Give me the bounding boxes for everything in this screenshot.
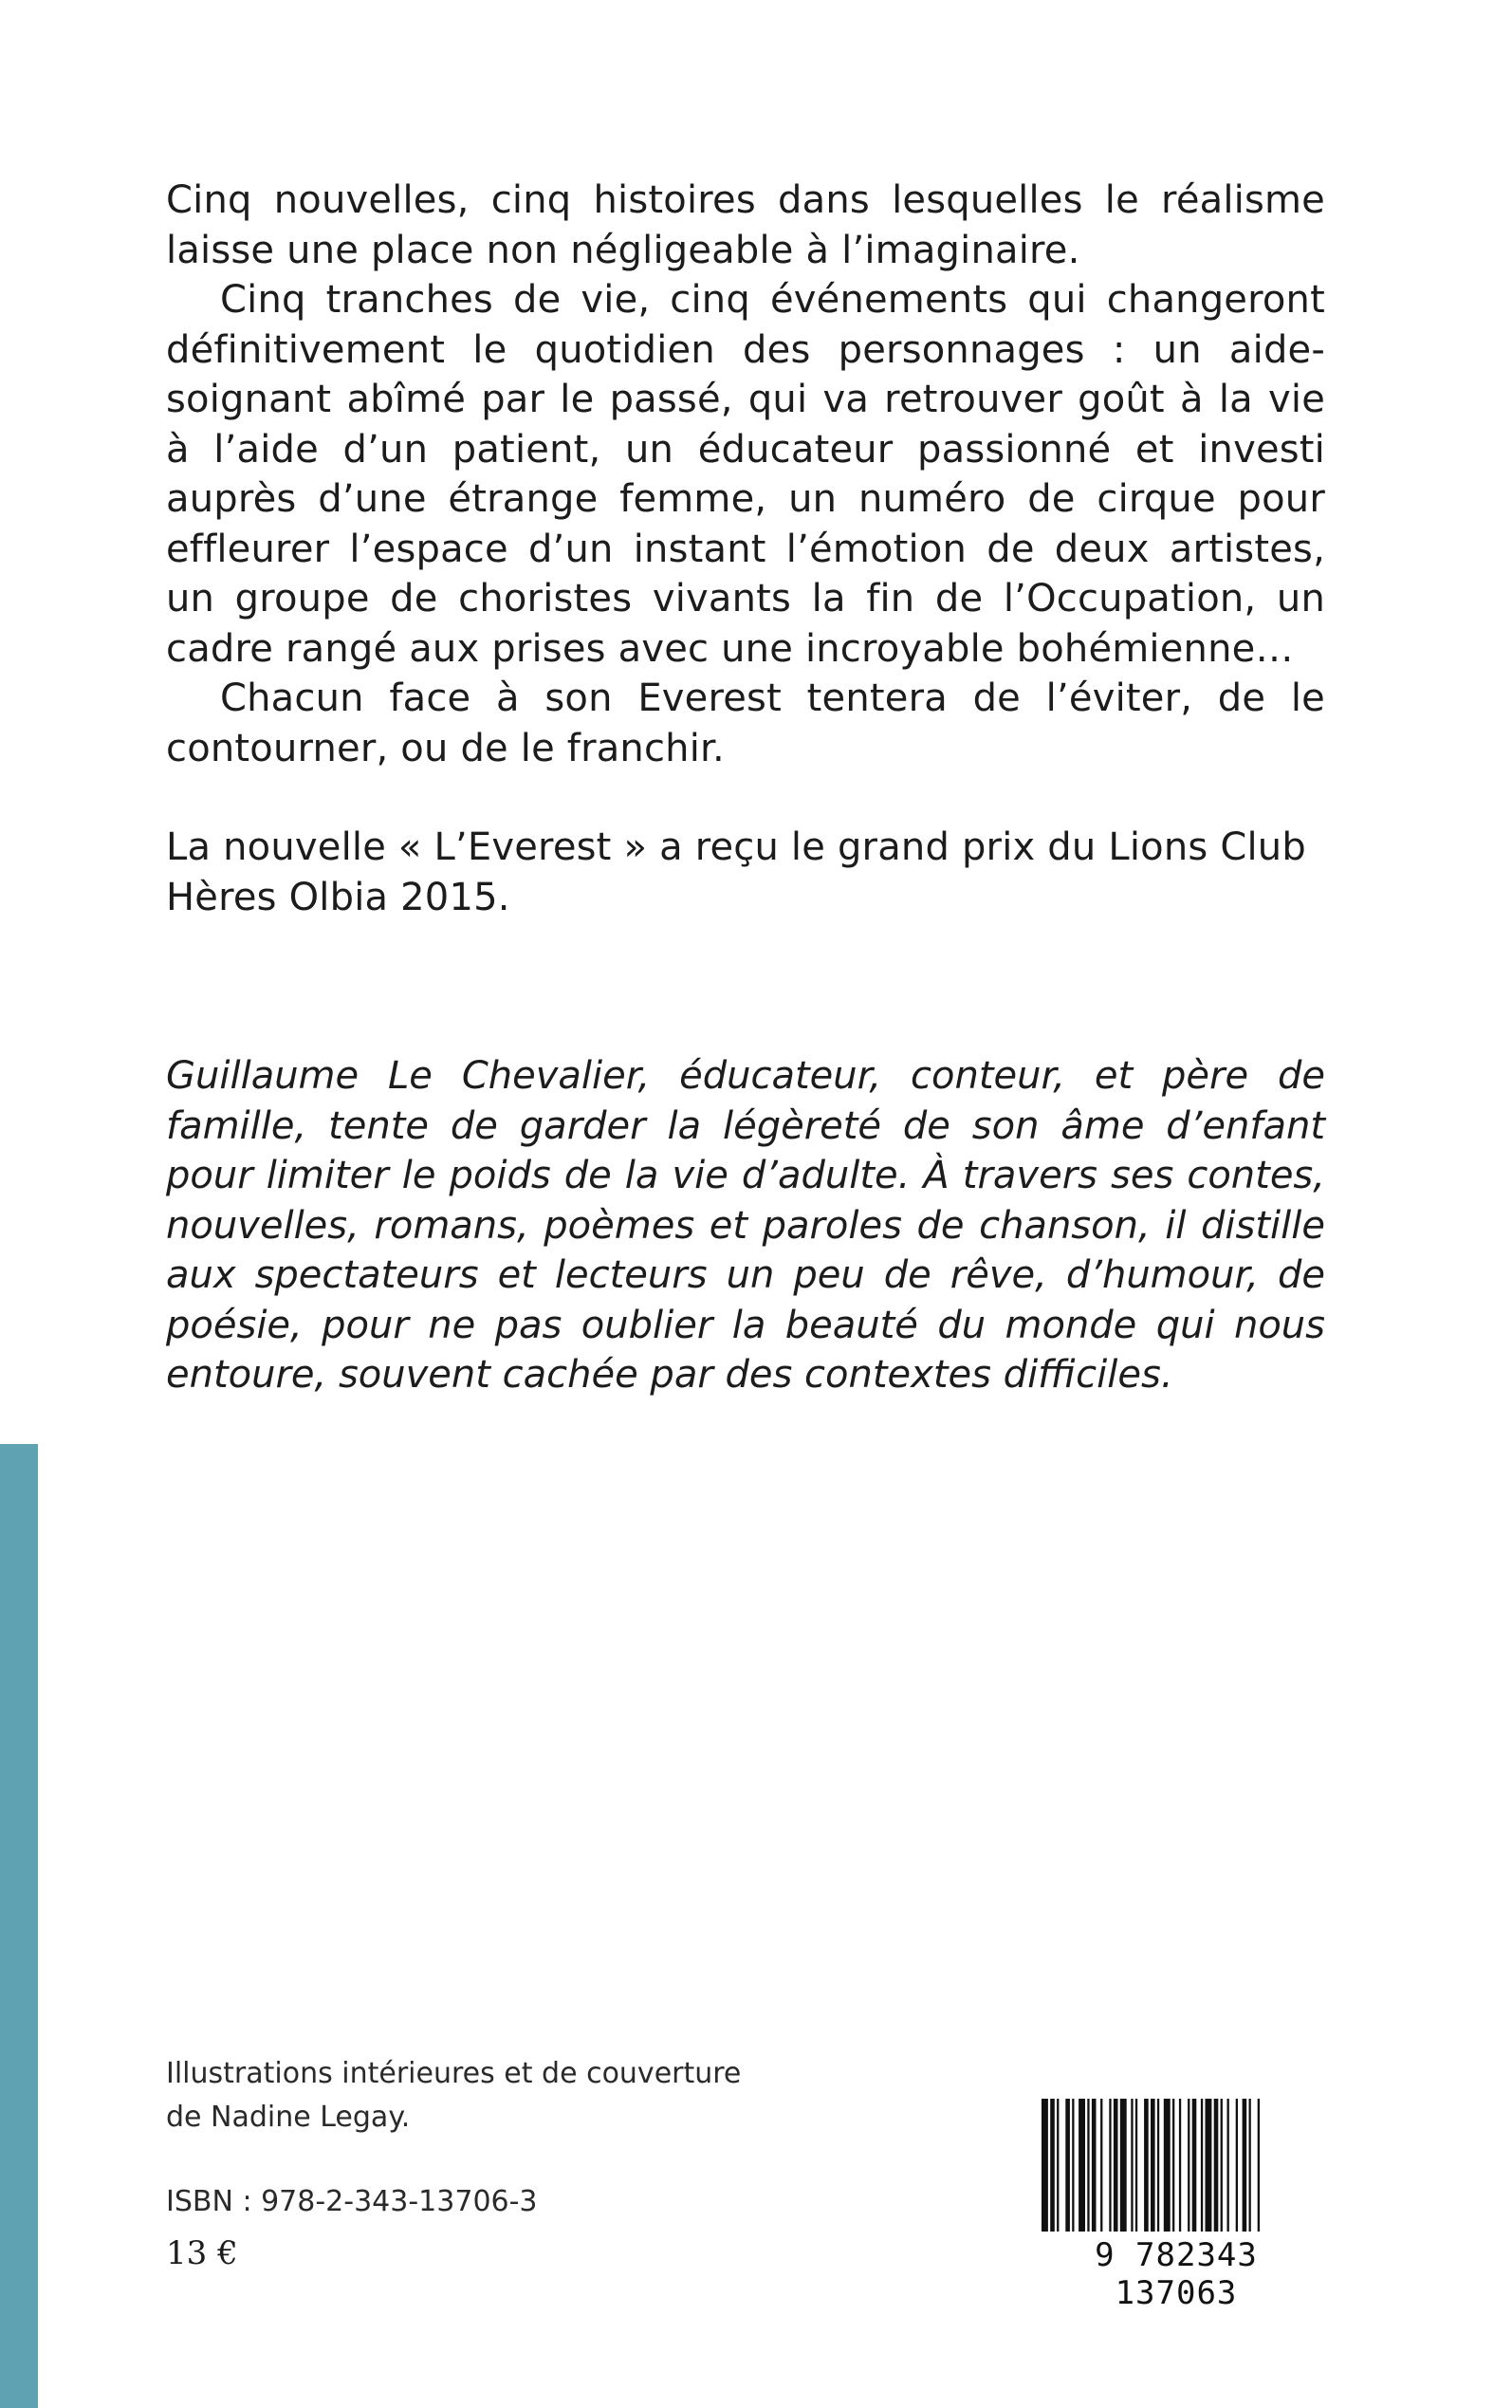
barcode-bar	[1243, 2099, 1247, 2232]
barcode-bar	[1042, 2099, 1048, 2232]
barcode-bar	[1120, 2099, 1127, 2232]
side-accent-bar	[0, 1444, 38, 2408]
author-bio	[166, 1051, 1325, 1400]
barcode-bar	[1249, 2099, 1251, 2232]
author-name: Guillaume Le Chevalier	[166, 1054, 638, 1098]
barcode-bar	[1201, 2099, 1203, 2232]
isbn-text: ISBN : 978-2-343-13706-3	[166, 2185, 538, 2218]
barcode-bar	[1206, 2099, 1212, 2232]
barcode-bar	[1065, 2099, 1070, 2232]
barcode-digits: 9 782343 137063	[1095, 2236, 1258, 2312]
blurb-paragraph-2: Cinq tranches de vie, cinq événements qui changeront définitivement le quotidien des personnages : un aide-soignant abîmé par le passé, qui va retrouver goût à la vie à l’aide d’un patient, un éducateur passionné et investi auprès d’une étrange femme, un numéro de cirque pour effleurer l’espace d’un instant l’émotion de deux artistes, un groupe de choristes vivants la fin de l’Occupation, un cadre rangé aux prises avec une incroyable bohémienne…	[166, 278, 1325, 671]
credits-line-2: de Nadine Legay.	[166, 2101, 411, 2134]
barcode-bar	[1157, 2099, 1159, 2232]
barcode-bar	[1172, 2099, 1174, 2232]
barcode-bar	[1072, 2099, 1074, 2232]
barcode-bar	[1087, 2099, 1089, 2232]
barcode-bar	[1227, 2099, 1229, 2232]
blurb-paragraph-3: Chacun face à son Everest tentera de l’éviter, de le contourner, ou de le franchir.	[166, 676, 1325, 770]
back-cover-text	[166, 176, 1325, 1438]
barcode	[1034, 2099, 1318, 2312]
barcode-bar	[1135, 2099, 1137, 2232]
barcode-bar	[1151, 2099, 1155, 2232]
barcode-bar	[1258, 2099, 1260, 2232]
barcode-bar	[1131, 2099, 1133, 2232]
blurb-paragraph-1: Cinq nouvelles, cinq histoires dans lesquelles le réalisme laisse une place non négligeable à l’imaginaire.	[166, 178, 1325, 272]
barcode-bar	[1050, 2099, 1055, 2232]
barcode-bar	[1214, 2099, 1219, 2232]
author-bio-text: , éducateur, conteur, et père de famille, tente de garder la légèreté de son âme d’enfant pour limiter le poids de la vie d’adulte. À travers ses contes, nouvelles, romans, poèmes et paroles de chanson, il distille aux spectateurs et lecteurs un peu de rêve, d’humour, de poésie, pour ne pas oublier la beauté du monde qui nous entoure, souvent cachée par des contextes difficiles.	[166, 1054, 1325, 1397]
barcode-bar	[1109, 2099, 1111, 2232]
barcode-bar	[1100, 2099, 1102, 2232]
credits-line-1: Illustrations intérieures et de couverture	[166, 2057, 742, 2090]
barcode-bar	[1079, 2099, 1085, 2232]
illustration-credits	[166, 2052, 741, 2139]
barcode-bar	[1092, 2099, 1097, 2232]
barcode-bar	[1144, 2099, 1149, 2232]
barcode-bar	[1057, 2099, 1059, 2232]
barcode-bar	[1192, 2099, 1197, 2232]
barcode-bar	[1221, 2099, 1223, 2232]
barcode-bar	[1188, 2099, 1189, 2232]
barcode-bar	[1179, 2099, 1181, 2232]
award-note: La nouvelle « L’Everest » a reçu le grand prix du Lions Club Hères Olbia 2015.	[166, 825, 1306, 919]
price-text: 13 €	[166, 2234, 238, 2272]
barcode-bar	[1164, 2099, 1171, 2232]
barcode-bar	[1114, 2099, 1118, 2232]
barcode-bars	[1034, 2099, 1318, 2232]
barcode-bar	[1236, 2099, 1238, 2232]
